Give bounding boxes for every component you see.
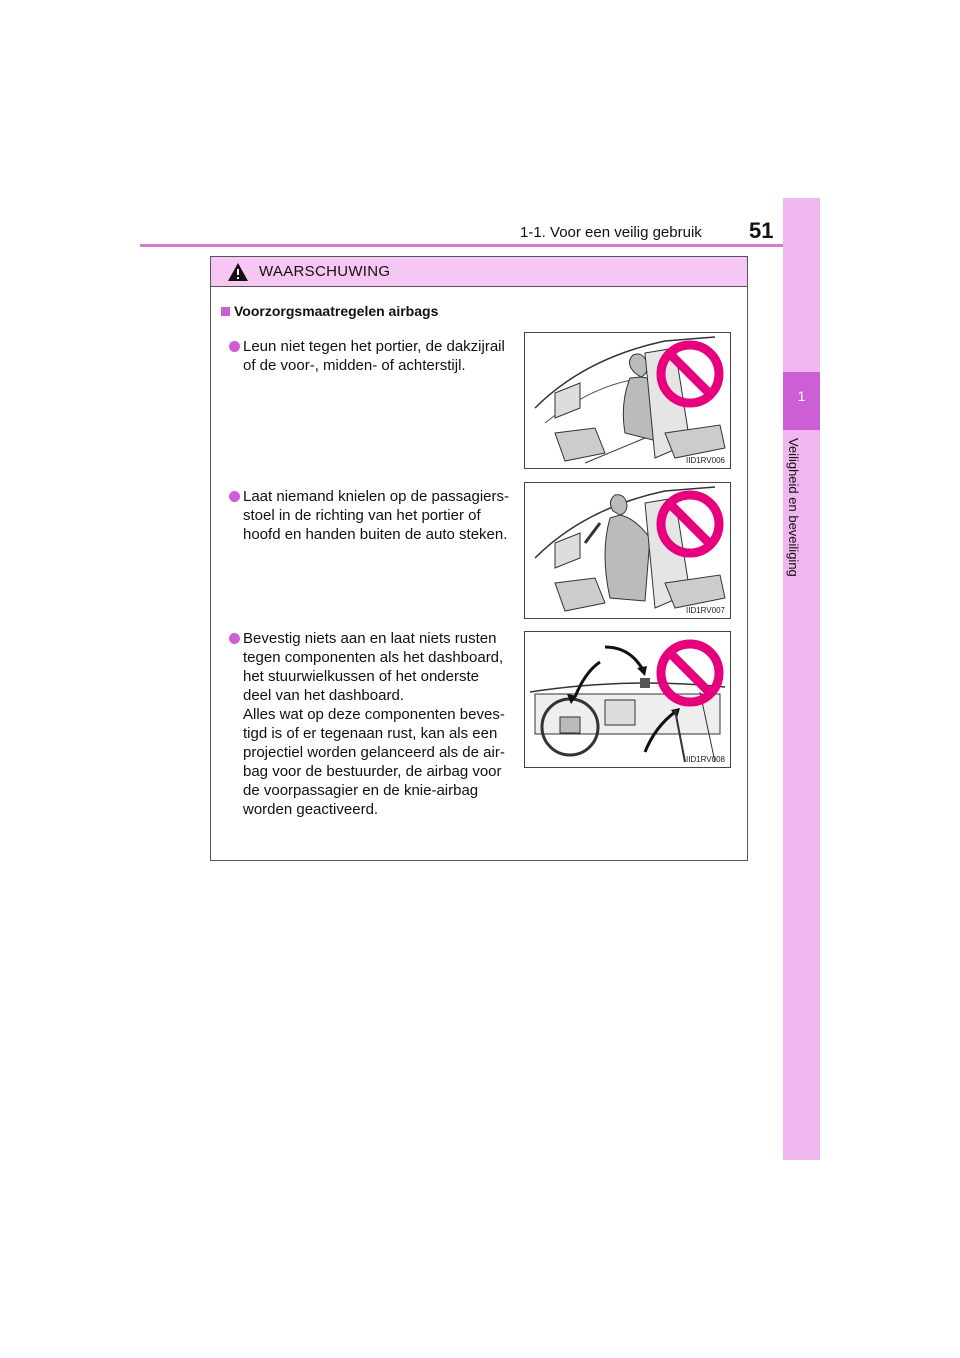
text-line: bag voor de bestuurder, de airbag voor: [243, 763, 502, 780]
warning-item-3: [229, 629, 515, 819]
figure-lean-door: [524, 332, 731, 469]
square-bullet-icon: [221, 307, 230, 316]
text-line: Bevestig niets aan en laat niets rusten: [243, 630, 497, 647]
text-line: de voorpassagier en de knie-airbag: [243, 782, 479, 799]
warning-box: [210, 256, 748, 861]
prohibited-icon: [655, 638, 725, 708]
section-title: 1-1. Voor een veilig gebruik: [520, 224, 702, 241]
figure-dashboard: [524, 631, 731, 768]
prohibited-icon: [655, 489, 725, 559]
figure-code: IID1RV007: [686, 606, 725, 615]
bullet-dot-icon: [229, 341, 240, 352]
text-line: stoel in de richting van het portier of: [243, 507, 481, 524]
text-line: het stuurwielkussen of het onderste: [243, 668, 479, 685]
prohibited-icon: [655, 339, 725, 409]
text-line: tigd is of er tegenaan rust, kan als een: [243, 725, 498, 742]
text-line: of de voor-, midden- of achterstijl.: [243, 357, 466, 374]
warning-title: WAARSCHUWING: [259, 263, 391, 280]
text-line: Leun niet tegen het portier, de dakzijrail: [243, 338, 505, 355]
figure-code: IID1RV008: [686, 755, 725, 764]
text-line: Alles wat op deze componenten beves-: [243, 706, 505, 723]
warning-item-1: [229, 337, 515, 375]
text-line: projectiel worden gelanceerd als de air-: [243, 744, 505, 761]
warning-item-2: [229, 487, 515, 544]
item-text: [243, 337, 515, 375]
chapter-number: 1: [797, 388, 806, 404]
text-line: tegen componenten als het dashboard,: [243, 649, 504, 666]
subheading-text: Voorzorgsmaatregelen airbags: [234, 303, 439, 319]
text-line: hoofd en handen buiten de auto steken.: [243, 526, 508, 543]
text-line: Laat niemand knielen op de passagiers-: [243, 488, 510, 505]
text-line: deel van het dashboard.: [243, 687, 404, 704]
item-text: [243, 487, 515, 544]
header-rule: [140, 244, 820, 247]
item-text: [243, 629, 515, 819]
chapter-label: Veiligheid en beveiliging: [786, 438, 801, 577]
page-number: 51: [749, 218, 774, 243]
text-line: worden geactiveerd.: [243, 801, 379, 818]
bullet-dot-icon: [229, 633, 240, 644]
chapter-side-tab: [783, 198, 820, 1160]
warning-triangle-icon: [227, 262, 249, 282]
figure-code: IID1RV006: [686, 456, 725, 465]
figure-kneel-seat: [524, 482, 731, 619]
bullet-dot-icon: [229, 491, 240, 502]
subheading: [221, 303, 438, 319]
warning-header: [211, 257, 747, 287]
